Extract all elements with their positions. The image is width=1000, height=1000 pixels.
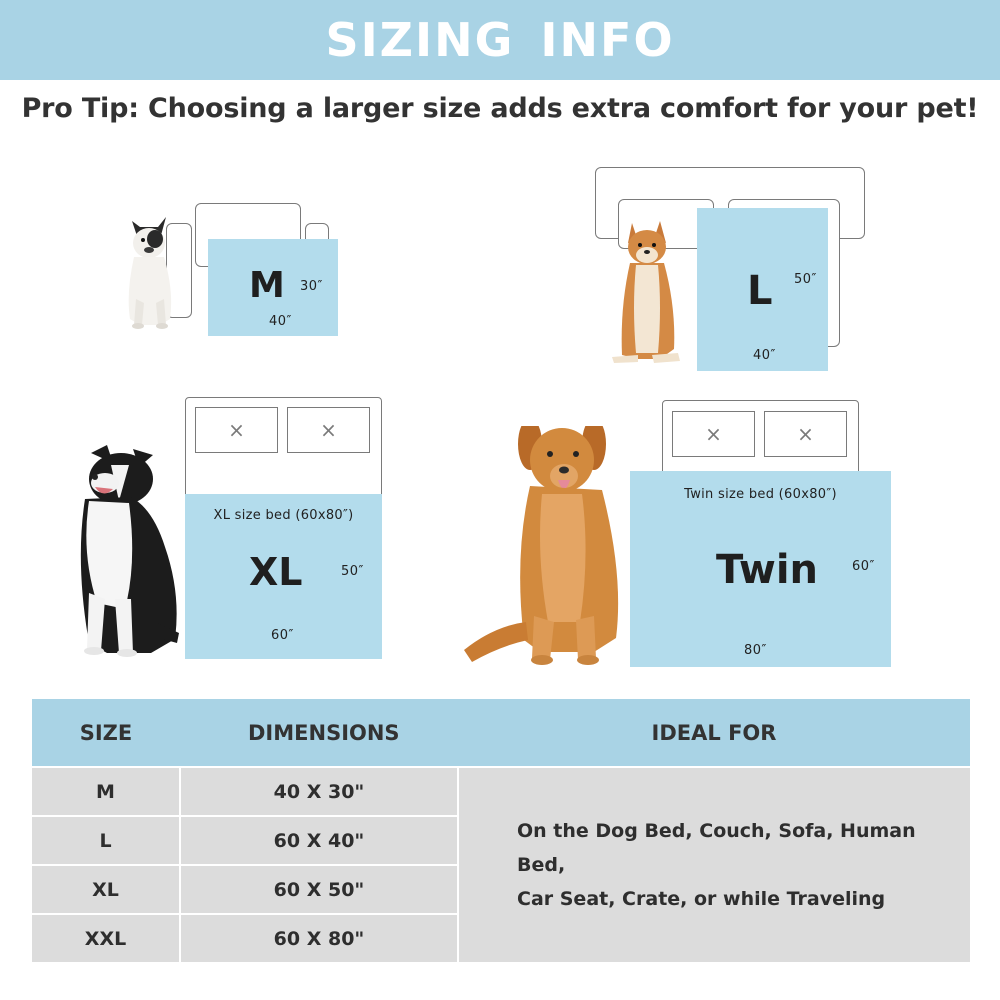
- pillow-left: [672, 411, 755, 457]
- size-l-label: L: [747, 268, 773, 314]
- size-twin-label: Twin: [716, 547, 819, 593]
- size-xl-label: XL: [249, 550, 303, 594]
- row-dimensions-cell: 60 X 40": [180, 816, 458, 865]
- size-m-height: 30″: [300, 279, 323, 294]
- header-dimensions: DIMENSIONS: [180, 699, 458, 767]
- size-twin-mat: [630, 471, 891, 667]
- pillow-x-icon: ×: [320, 418, 337, 442]
- size-l-height: 50″: [794, 272, 817, 287]
- ideal-for-line-1: On the Dog Bed, Couch, Sofa, Human Bed,: [517, 820, 916, 876]
- row-dimensions-cell: 60 X 80": [180, 914, 458, 963]
- shiba-inu-image: [608, 217, 690, 365]
- row-size-cell: XL: [32, 865, 180, 914]
- header-ideal-for: IDEAL FOR: [458, 699, 970, 767]
- ideal-for-cell: [458, 767, 970, 963]
- header-banner: [0, 0, 1000, 80]
- size-xl-illustration: [65, 395, 390, 670]
- size-twin-width: 80″: [744, 643, 767, 658]
- size-m-mat: [208, 239, 338, 336]
- pillow-x-icon: ×: [705, 422, 722, 446]
- pro-tip: Pro Tip: Choosing a larger size adds extra comfort for your pet!: [21, 93, 979, 124]
- pillow-left: [195, 407, 278, 453]
- row-size-cell: L: [32, 816, 180, 865]
- size-m-label: M: [249, 265, 285, 306]
- size-xl-mat: [185, 494, 382, 659]
- row-size-cell: XXL: [32, 914, 180, 963]
- size-table: [32, 699, 970, 964]
- page-title: SIZING INFO: [325, 13, 675, 67]
- border-collie-image: [67, 443, 185, 665]
- twin-bed-caption: Twin size bed (60x80″): [684, 487, 837, 502]
- pillow-right: [764, 411, 847, 457]
- table-row: [32, 767, 970, 816]
- size-xl-width: 60″: [271, 628, 294, 643]
- size-l-width: 40″: [753, 348, 776, 363]
- french-bulldog-image: [118, 213, 180, 331]
- size-xl-height: 50″: [341, 564, 364, 579]
- size-twin-height: 60″: [852, 559, 875, 574]
- size-l-illustration: [590, 165, 880, 380]
- row-size-cell: M: [32, 767, 180, 816]
- pillow-x-icon: ×: [797, 422, 814, 446]
- pillow-x-icon: ×: [228, 418, 245, 442]
- row-dimensions-cell: 40 X 30": [180, 767, 458, 816]
- golden-retriever-image: [464, 426, 630, 668]
- size-m-width: 40″: [269, 314, 292, 329]
- size-l-mat: [697, 208, 828, 371]
- ideal-for-line-2: Car Seat, Crate, or while Traveling: [517, 888, 886, 910]
- table-header-row: [32, 699, 970, 767]
- size-m-illustration: [110, 195, 350, 345]
- xl-bed-caption: XL size bed (60x80″): [213, 508, 354, 523]
- size-twin-illustration: [460, 398, 900, 673]
- header-size: SIZE: [32, 699, 180, 767]
- row-dimensions-cell: 60 X 50": [180, 865, 458, 914]
- pillow-right: [287, 407, 370, 453]
